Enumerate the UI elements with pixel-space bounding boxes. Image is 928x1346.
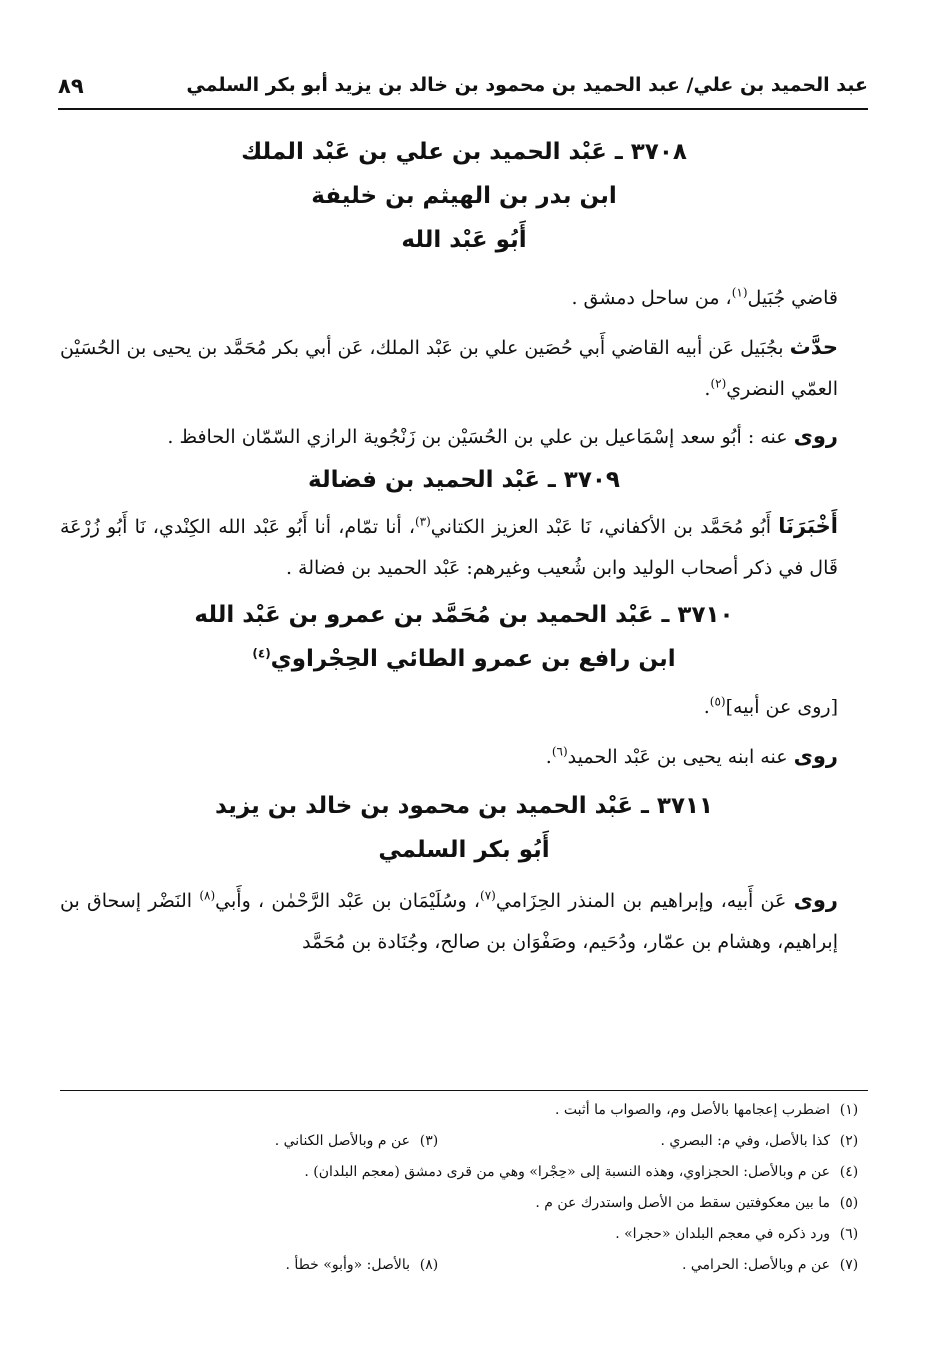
entry-3710-paragraph-1: [روى عن أبيه]$^{(٥)}$. [703, 694, 838, 718]
footnote-5: (٥) ما بين معكوفتين سقط من الأصل واستدرك عن م . [535, 1195, 859, 1211]
entry-3708-paragraph-2: حدَّث بجُبَيل عَن أبيه القاضي أَبي حُصَين علي بن عَبْد الملك، عَن أبي بكر مُحَمَّد بن يحيى بن الحُسَيْن العمّي النضري$^{(٢)}$. [60, 335, 838, 400]
page-number: ٨٩ [58, 74, 84, 98]
lead-word: حدَّث [789, 335, 838, 359]
footnote-1: (١) اضطرب إعجامها بالأصل وم، والصواب ما أثبت . [555, 1102, 859, 1118]
footnote-8-text: بالأصل: «وأبو» خطأ . [285, 1257, 410, 1273]
footnote-3-text: عن م وبالأصل الكناني . [274, 1133, 410, 1149]
entry-3711-title-line1: ٣٧١١ ـ عَبْد الحميد بن محمود بن خالد بن يزيد [214, 793, 714, 819]
footnote-2-text: كذا بالأصل، وفي م: البصري . [660, 1133, 830, 1149]
lead-word: روى [793, 424, 838, 448]
entry-3710-paragraph-2: روى عنه ابنه يحيى بن عَبْد الحميد$^{(٦)}$. [545, 744, 838, 768]
footnote-7-text: عن م وبالأصل: الحرامي . [681, 1257, 830, 1273]
footnote-7-number: (٧) [839, 1257, 859, 1273]
footnote-8-number: (٨) [419, 1257, 439, 1273]
entry-3708-title-line2: ابن بدر بن الهيثم بن خليفة [311, 183, 617, 209]
footnote-ref: (١) [731, 285, 748, 300]
footnote-ref: (٢) [710, 376, 727, 391]
footnote-7-8 [60, 1250, 868, 1281]
footnote-ref: (٣) [414, 514, 431, 529]
footnote-ref: (٤) [252, 646, 271, 661]
entry-3708-title-line3: أَبُو عَبْد الله [401, 227, 527, 253]
footnote-4: (٤) عن م وبالأصل: الحجزاوي، وهذه النسبة إلى «حِجْرا» وهي من قرى دمشق (معجم البلدان) . [304, 1164, 859, 1180]
footnote-2-3 [60, 1126, 868, 1157]
footnote-ref: (٨) [199, 888, 216, 903]
footnote-ref: (٧) [480, 888, 496, 903]
running-header [58, 74, 868, 110]
entry-3710-title-line1: ٣٧١٠ ـ عَبْد الحميد بن مُحَمَّد بن عمرو بن عَبْد الله [194, 602, 734, 628]
entry-3709-paragraph-1: أَخْبَرَنَا أَبُو مُحَمَّد بن الأكفاني، نَا عَبْد العزيز الكتاني$^{(٣)}$، أنا تمّام، أنا أَبُو عَبْد الله الكِنْدي، نَا أَبُو زُرْعَة قَال في ذكر أصحاب الوليد وابن شُعيب وغيرهم: عَبْد الحميد بن فضالة . [60, 514, 838, 579]
footnote-6: (٦) ورد ذكره في معجم البلدان «حجرا» . [615, 1226, 859, 1242]
footnote-3-number: (٣) [419, 1133, 439, 1149]
footnote-ref: (٥) [709, 694, 726, 709]
main-text [60, 130, 868, 963]
running-title: عبد الحميد بن علي/ عبد الحميد بن محمود بن خالد بن يزيد أبو بكر السلمي [186, 74, 868, 96]
entry-3711-title-line2: أَبُو بكر السلمي [378, 837, 550, 863]
entry-3710-title-line2: ابن رافع بن عمرو الطائي الحِجْراوي$^{(٤)}$ [252, 646, 676, 672]
footnote-ref: (٦) [551, 744, 568, 759]
lead-word: روى [793, 744, 838, 768]
entry-3708-paragraph-3: روى عنه : أبُو سعد إسْمَاعيل بن علي بن الحُسَيْن بن زَنْجُوية الرازي السّمّان الحافظ . [167, 424, 838, 448]
entry-3708-paragraph-1: قاضي جُبَيل$^{(١)}$، من ساحل دمشق . [571, 285, 838, 309]
entry-3711-paragraph-1: روى عَن أَبيه، وإبراهيم بن المنذر الحِزَامي$^{(٧)}$، وسُلَيْمَان بن عَبْد الرَّحْمٰن ، وأَبي$^{(٨)}$ النَضْر إسحاق بن إبراهيم، وهشام بن عمّار، ودُحَيم، وصَفْوَان بن صالح، وجُنَادة بن مُحَمَّد [60, 888, 839, 953]
footnotes [60, 1090, 868, 1281]
entry-3709-title: ٣٧٠٩ ـ عَبْد الحميد بن فضالة [308, 467, 620, 493]
lead-word: أَخْبَرَنَا [778, 514, 838, 538]
lead-word: روى [793, 888, 839, 912]
footnote-2-number: (٢) [839, 1133, 859, 1149]
entry-3708-title-line1: ٣٧٠٨ ـ عَبْد الحميد بن علي بن عَبْد الملك [241, 139, 687, 165]
